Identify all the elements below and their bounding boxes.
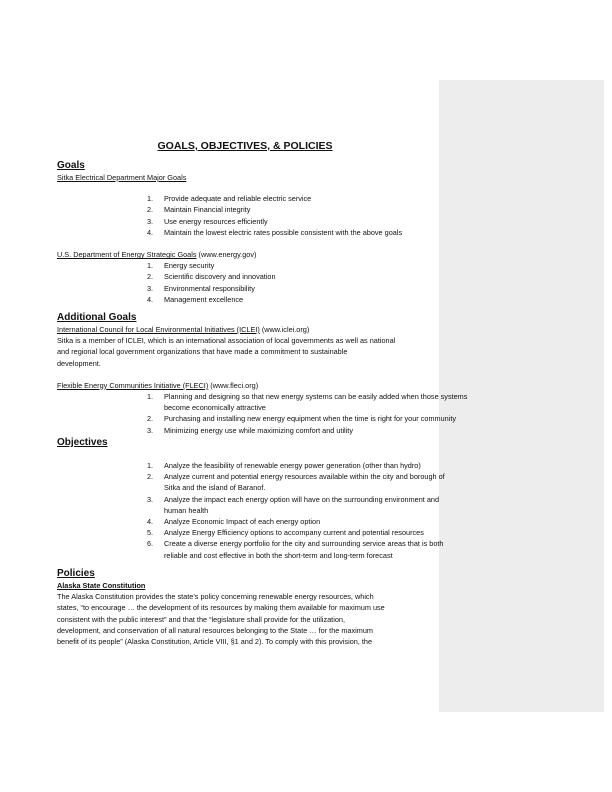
additional-goals-section <box>57 312 467 436</box>
goals-section <box>57 160 402 305</box>
list-item <box>57 494 445 516</box>
body-line: Sitka is a member of ICLEI, which is an international association of local governments as well as national <box>57 336 396 346</box>
list-number: 1. <box>147 392 154 402</box>
objectives-section <box>57 437 445 561</box>
list-item-text: Maintain Financial integrity <box>164 205 251 215</box>
alaska-constitution-subheading: Alaska State Constitution <box>57 581 146 590</box>
sitka-goals-list <box>57 193 402 238</box>
body-line: The Alaska Constitution provides the state’s policy concerning renewable energy resources, which <box>57 592 374 602</box>
body-line: states, “to encourage … the development of its resources by making them available for maximum use <box>57 603 385 613</box>
list-item-text: Analyze the feasibility of renewable energy power generation (other than hydro) <box>164 461 421 470</box>
list-item <box>57 527 445 538</box>
list-item <box>57 227 402 238</box>
list-item <box>57 283 402 294</box>
list-item-text: Purchasing and installing new energy equipment when the time is right for your community <box>164 414 457 424</box>
list-item-text: Analyze Energy Efficiency options to accompany current and potential resources <box>164 528 424 538</box>
body-line: development, and conservation of all natural resources belonging to the State … for the maximum <box>57 625 373 635</box>
list-number: 1. <box>147 461 154 470</box>
list-item-text: Environmental responsibility <box>164 283 255 293</box>
iclei-title: International Council for Local Environmental Initiatives (ICLEI) <box>57 325 260 334</box>
additional-goals-heading: Additional Goals <box>57 312 137 323</box>
list-item-text: human health <box>164 505 209 515</box>
list-item <box>57 538 445 560</box>
policies-heading: Policies <box>57 568 95 579</box>
list-item-text: Management excellence <box>164 294 244 304</box>
list-item-text: Analyze the impact each energy option will have on the surrounding environment and <box>164 494 440 504</box>
doe-url: (www.energy.gov) <box>196 250 257 260</box>
list-item-text: Use energy resources efficiently <box>164 216 268 226</box>
list-item-text: Analyze Economic Impact of each energy option <box>164 517 321 527</box>
list-item-text: Sitka and the island of Baranof. <box>164 483 266 493</box>
list-number: 6. <box>147 539 154 549</box>
list-item-text: Planning and designing so that new energy systems can be easily added when those systems <box>164 392 468 402</box>
body-line: benefit of its people” (Alaska Constitution, Article VIII, §1 and 2). To comply with this provision, the <box>57 637 373 647</box>
list-item <box>57 413 467 424</box>
body-line: and regional local government organizations that have made a commitment to sustainable <box>57 347 348 357</box>
policies-section <box>57 568 385 647</box>
list-item <box>57 294 402 305</box>
fleci-title: Flexible Energy Communities Initiative (FLECI) <box>57 380 209 390</box>
fleci-list <box>57 391 467 436</box>
list-item <box>57 425 467 436</box>
list-number: 1. <box>147 261 154 271</box>
list-number: 1. <box>147 194 154 204</box>
list-item <box>57 260 402 271</box>
list-item <box>57 271 402 282</box>
doe-goals-list <box>57 260 402 305</box>
list-item <box>57 460 445 471</box>
list-number: 5. <box>147 528 154 538</box>
list-item <box>57 204 402 215</box>
list-number: 2. <box>147 414 154 424</box>
list-number: 4. <box>147 517 154 527</box>
list-item-text: Maintain the lowest electric rates possible consistent with the above goals <box>164 227 403 237</box>
list-number: 4. <box>147 227 154 237</box>
list-item <box>57 516 445 527</box>
iclei-url: (www.iclei.org) <box>259 325 310 334</box>
list-number: 2. <box>147 272 154 282</box>
objectives-heading: Objectives <box>57 437 108 448</box>
list-item <box>57 193 402 204</box>
list-item <box>57 216 402 227</box>
fleci-subheading <box>57 380 467 391</box>
doe-goals-title: U.S. Department of Energy Strategic Goals <box>57 250 197 260</box>
list-item-text: Energy security <box>164 261 215 271</box>
list-number: 3. <box>147 283 154 293</box>
page-title: GOALS, OBJECTIVES, & POLICIES <box>157 140 333 152</box>
list-number: 2. <box>147 205 154 215</box>
body-line: development. <box>57 358 101 368</box>
objectives-list <box>57 460 445 561</box>
list-number: 2. <box>147 472 154 482</box>
list-item-text: Analyze current and potential energy resources available within the city and borough of <box>164 472 445 482</box>
iclei-body <box>57 335 467 369</box>
list-item <box>57 391 467 413</box>
list-number: 3. <box>147 494 154 504</box>
body-line: consistent with the public interest” and that the “legislature shall provide for the utilization, <box>57 614 345 624</box>
list-item <box>57 471 445 493</box>
list-number: 3. <box>147 216 154 226</box>
list-item-text: Minimizing energy use while maximizing comfort and utility <box>164 425 353 435</box>
goals-heading: Goals <box>57 160 85 171</box>
list-item-text: reliable and cost effective in both the short-term and long-term forecast <box>164 550 393 560</box>
list-item-text: Create a diverse energy portfolio for the city and surrounding service areas that is both <box>164 539 444 549</box>
list-number: 4. <box>147 294 154 304</box>
list-item-text: Provide adequate and reliable electric service <box>164 194 312 204</box>
policies-body <box>57 591 385 647</box>
fleci-url: (www.fleci.org) <box>208 380 259 390</box>
iclei-subheading <box>57 324 467 335</box>
list-item-text: become economically attractive <box>164 403 266 413</box>
doe-goals-subheading <box>57 249 402 260</box>
sitka-goals-subheading: Sitka Electrical Department Major Goals <box>57 173 187 182</box>
list-item-text: Scientific discovery and innovation <box>164 272 276 282</box>
list-number: 3. <box>147 425 154 435</box>
